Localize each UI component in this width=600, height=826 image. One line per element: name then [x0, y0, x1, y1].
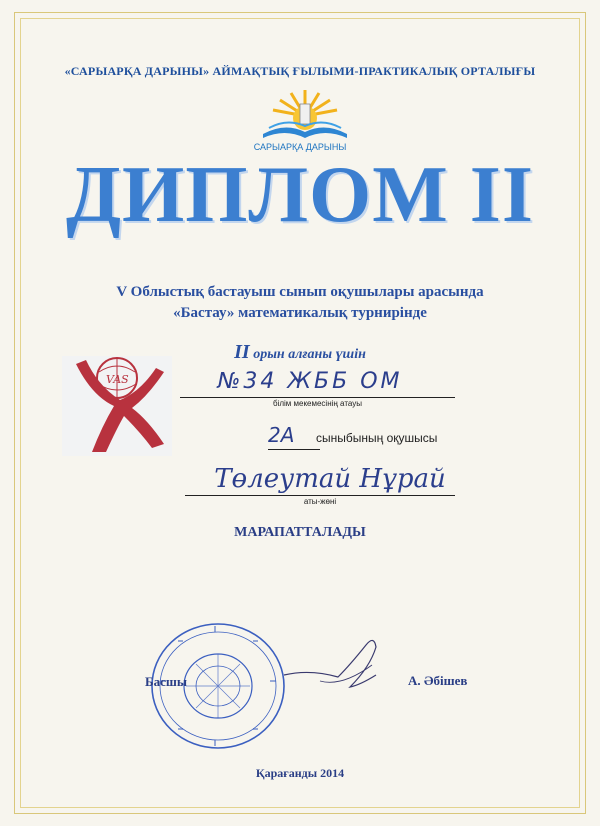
student-name-handwritten: Төлеутай Нұрай: [214, 464, 446, 494]
vas-mascot-icon: [62, 356, 172, 456]
event-line-1: V Облыстық бастауыш сынып оқушылары арасында: [116, 284, 484, 300]
organization-header: «САРЫАРҚА ДАРЫНЫ» АЙМАҚТЫҚ ҒЫЛЫМИ-ПРАКТИКАЛЫҚ ОРТАЛЫҒЫ: [64, 64, 536, 78]
place-roman: II: [234, 341, 250, 363]
school-name-handwritten: №34 ЖББ ОМ: [217, 369, 403, 394]
book-tower-sunrise-logo-icon: [255, 86, 355, 148]
grade-underline: [268, 449, 320, 450]
school-caption: білім мекемесінің атауы: [272, 399, 363, 408]
place-text: орын алғаны үшін: [253, 347, 366, 362]
grade-suffix: сыныбының оқушысы: [316, 431, 438, 445]
city-year: Қарағанды 2014: [255, 766, 345, 780]
diploma-title: ДИПЛОМ II: [65, 151, 535, 239]
director-role: Басшы: [145, 674, 187, 689]
event-line-2: «Бастау» математикалық турнирінде: [173, 305, 427, 321]
grade-handwritten: 2А: [268, 423, 295, 447]
director-name: А. Әбішев: [408, 673, 468, 688]
svg-text:VAS: VAS: [106, 373, 129, 386]
awarded-text: МАРАПАТТАЛАДЫ: [234, 525, 366, 540]
signature-icon: [280, 625, 400, 705]
student-underline: [185, 495, 455, 496]
logo-caption: САРЫАРҚА ДАРЫНЫ: [253, 142, 347, 152]
school-underline: [180, 397, 455, 398]
student-caption: аты-жөні: [303, 497, 337, 506]
